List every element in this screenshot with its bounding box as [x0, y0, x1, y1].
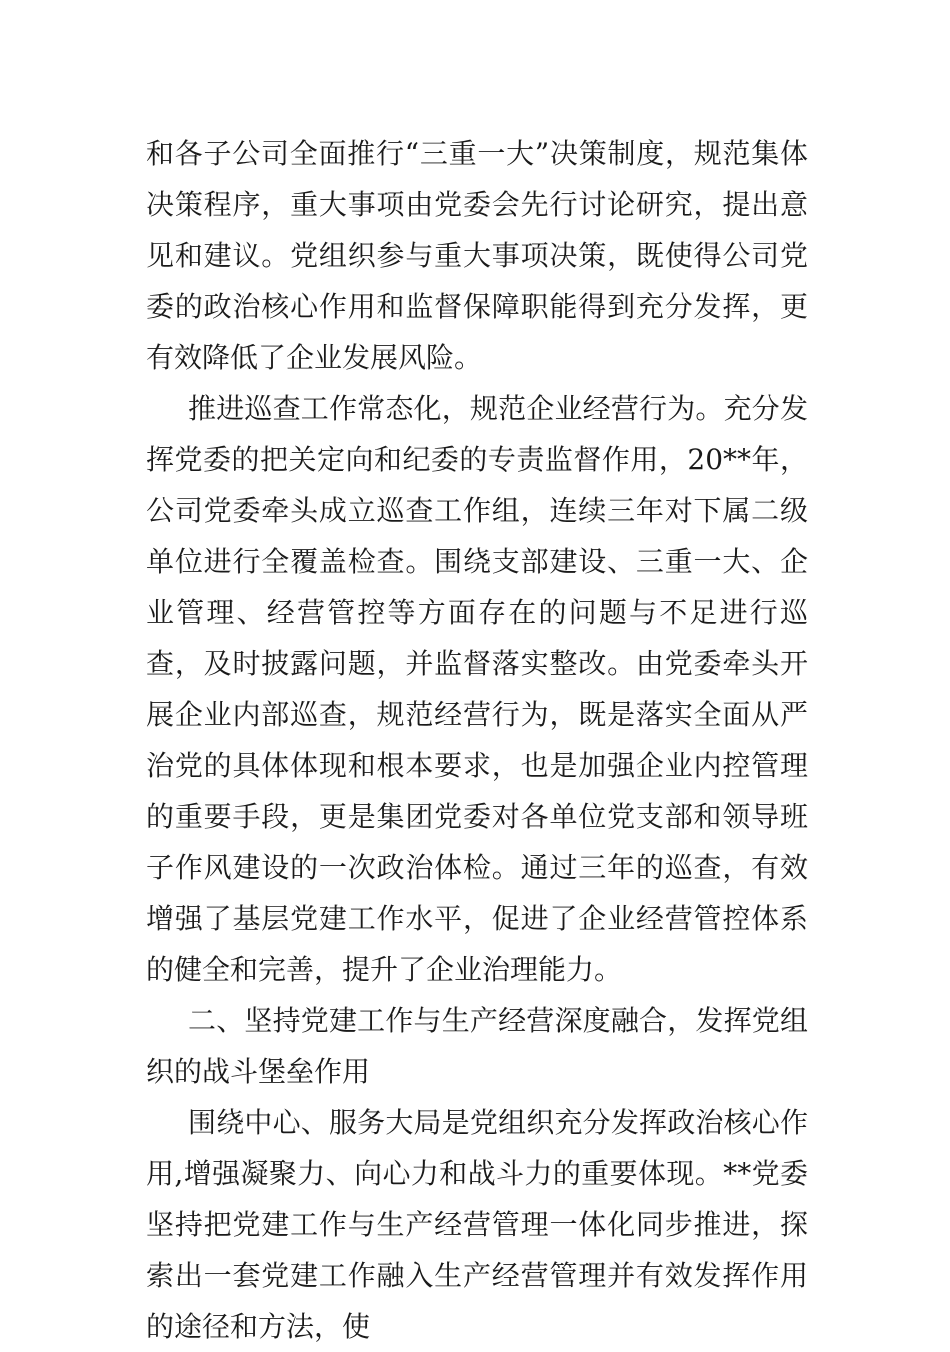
paragraph-inspection: 推进巡查工作常态化，规范企业经营行为。充分发挥党委的把关定向和纪委的专责监督作用，20**年，公司党委牵头成立巡查工作组，连续三年对下属二级单位进行全覆盖检查。围绕支部建设、三重一大、企业管理、经营管控等方面存在的问题与不足进行巡查，及时披露问题，并监督落实整改。由党委牵头开展企业内部巡查，规范经营行为，既是落实全面从严治党的具体体现和根本要求，也是加强企业内控管理的重要手段，更是集团党委对各单位党支部和领导班子作风建设的一次政治体检。通过三年的巡查，有效增强了基层党建工作水平，促进了企业经营管控体系的健全和完善，提升了企业治理能力。 — [146, 392, 808, 986]
document-page — [146, 128, 808, 1352]
paragraph-integration: 围绕中心、服务大局是党组织充分发挥政治核心作用,增强凝聚力、向心力和战斗力的重要体现。**党委坚持把党建工作与生产经营管理一体化同步推进，探索出一套党建工作融入生产经营管理并有效发挥作用的途径和方法，使 — [146, 1106, 808, 1343]
paragraph-continuation: 和各子公司全面推行“三重一大”决策制度，规范集体决策程序，重大事项由党委会先行讨论研究，提出意见和建议。党组织参与重大事项决策，既使得公司党委的政治核心作用和监督保障职能得到充分发挥，更有效降低了企业发展风险。 — [146, 137, 808, 374]
section-heading: 二、坚持党建工作与生产经营深度融合，发挥党组织的战斗堡垒作用 — [146, 1004, 808, 1088]
